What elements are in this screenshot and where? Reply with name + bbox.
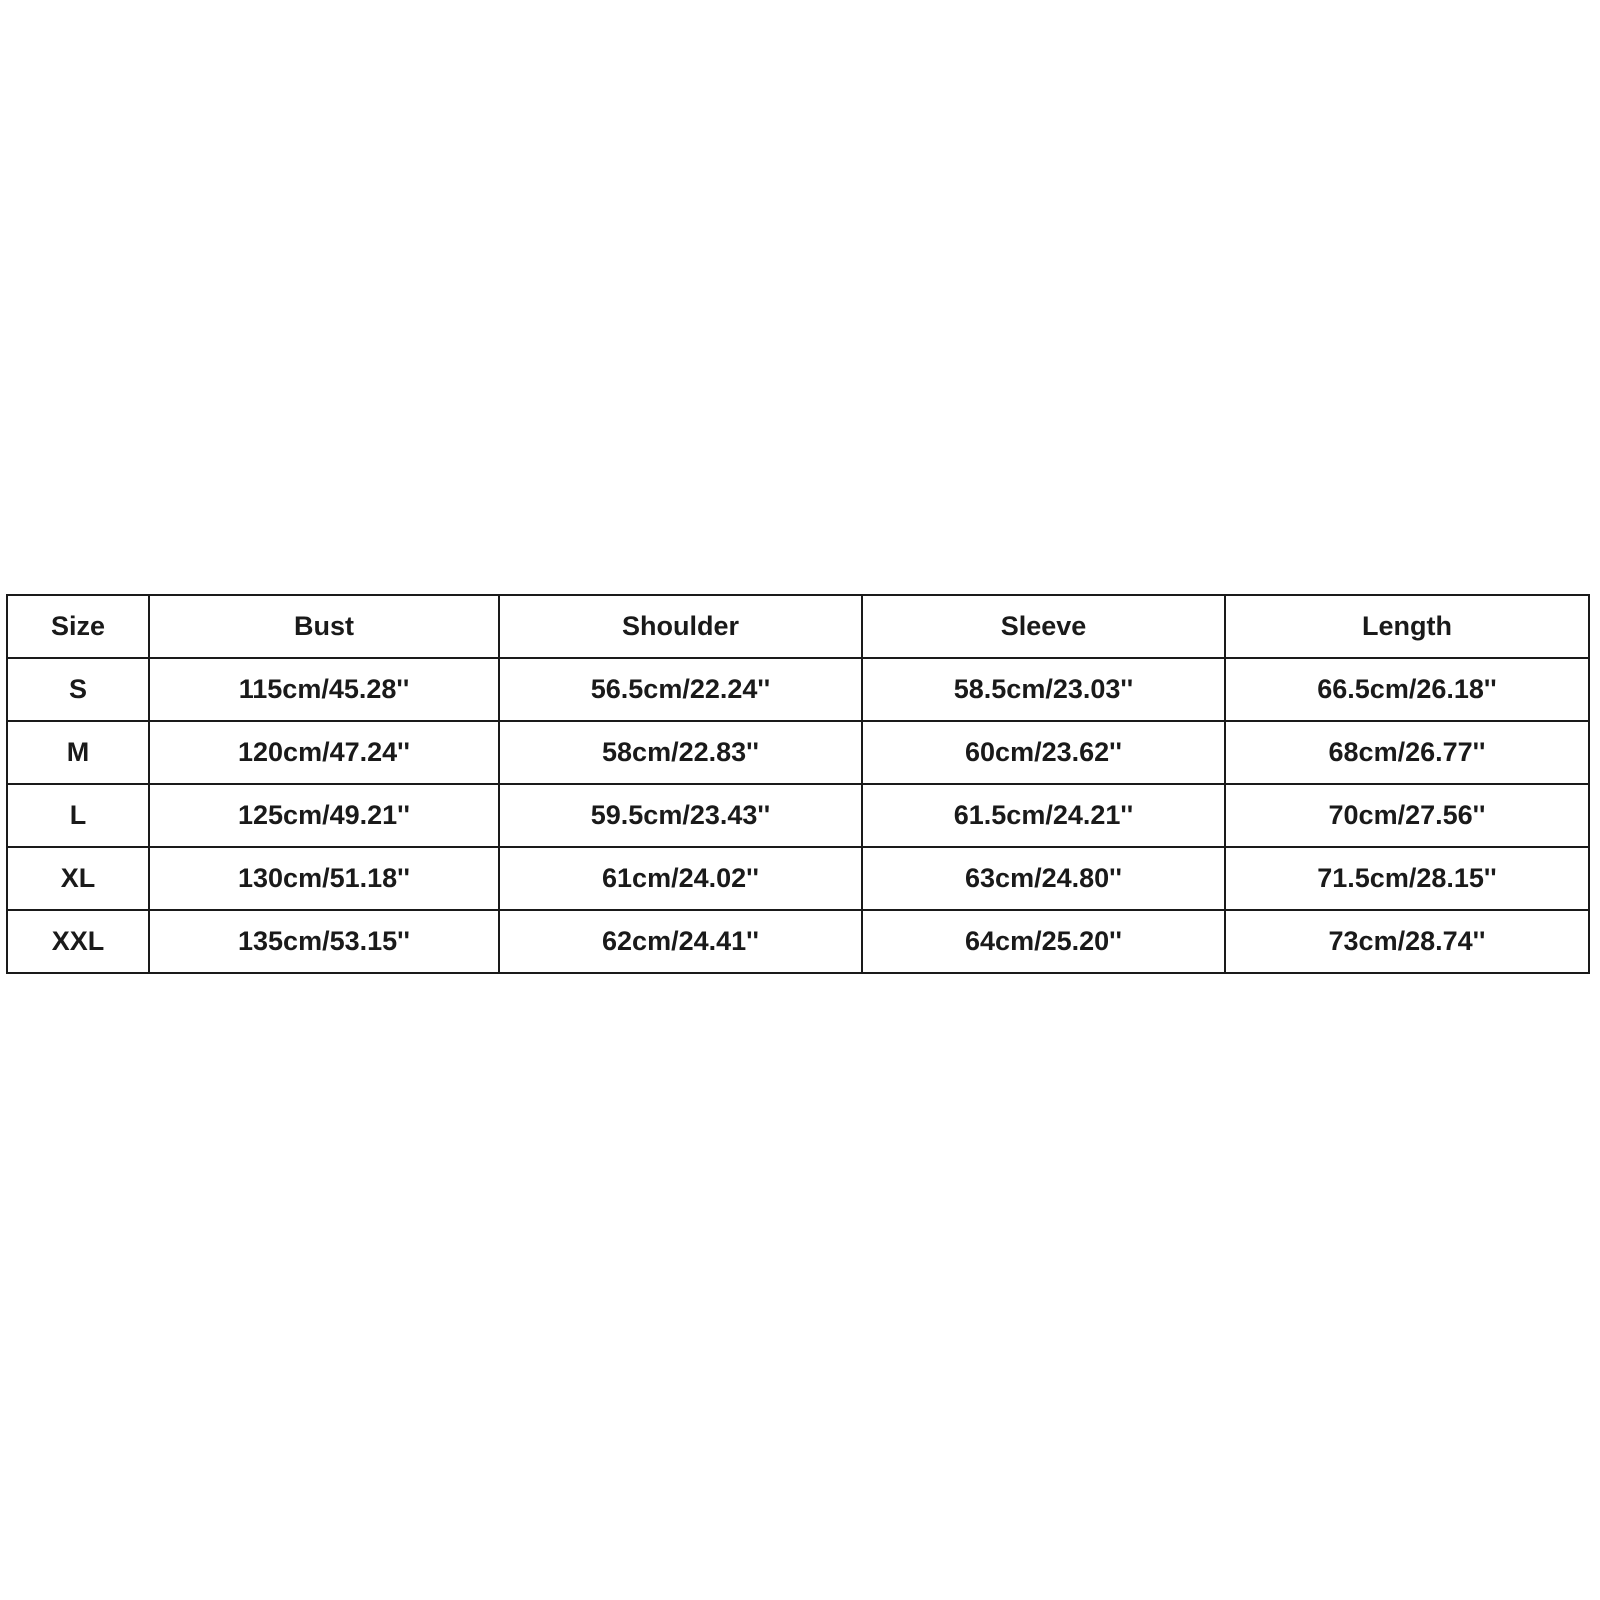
table-row [7,910,1589,973]
cell-length: 66.5cm/26.18'' [1225,658,1589,721]
header-row [7,595,1589,658]
cell-size: XL [7,847,149,910]
header-bust: Bust [149,595,499,658]
cell-size: XXL [7,910,149,973]
cell-bust: 120cm/47.24'' [149,721,499,784]
cell-shoulder: 62cm/24.41'' [499,910,862,973]
cell-bust: 135cm/53.15'' [149,910,499,973]
header-size: Size [7,595,149,658]
cell-sleeve: 58.5cm/23.03'' [862,658,1225,721]
cell-bust: 130cm/51.18'' [149,847,499,910]
table-row [7,784,1589,847]
cell-shoulder: 56.5cm/22.24'' [499,658,862,721]
cell-shoulder: 61cm/24.02'' [499,847,862,910]
cell-size: M [7,721,149,784]
header-sleeve: Sleeve [862,595,1225,658]
cell-sleeve: 60cm/23.62'' [862,721,1225,784]
cell-bust: 115cm/45.28'' [149,658,499,721]
cell-size: S [7,658,149,721]
cell-sleeve: 61.5cm/24.21'' [862,784,1225,847]
cell-shoulder: 58cm/22.83'' [499,721,862,784]
cell-length: 70cm/27.56'' [1225,784,1589,847]
cell-length: 73cm/28.74'' [1225,910,1589,973]
header-shoulder: Shoulder [499,595,862,658]
cell-size: L [7,784,149,847]
cell-bust: 125cm/49.21'' [149,784,499,847]
table-row [7,721,1589,784]
size-chart-table [6,594,1590,974]
cell-length: 68cm/26.77'' [1225,721,1589,784]
cell-shoulder: 59.5cm/23.43'' [499,784,862,847]
cell-sleeve: 64cm/25.20'' [862,910,1225,973]
table-row [7,847,1589,910]
cell-sleeve: 63cm/24.80'' [862,847,1225,910]
cell-length: 71.5cm/28.15'' [1225,847,1589,910]
header-length: Length [1225,595,1589,658]
table-row [7,658,1589,721]
